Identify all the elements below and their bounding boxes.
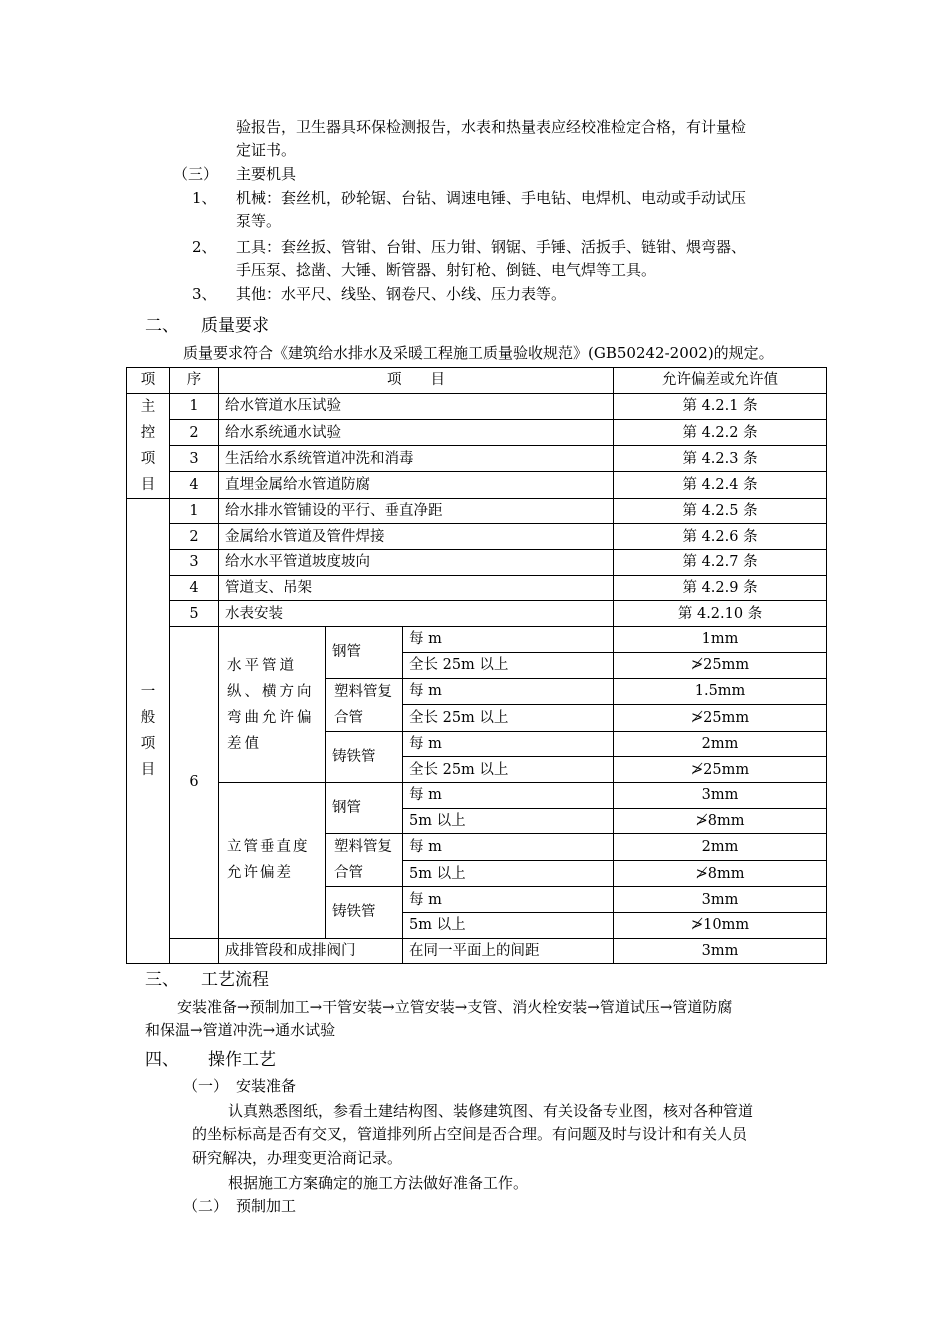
quality-heading-number: 二、 <box>145 316 179 336</box>
tools-heading: 主要机具 <box>236 165 297 183</box>
row-value: 3mm <box>614 782 827 808</box>
row-seq: 2 <box>170 524 219 550</box>
row-seq: 3 <box>170 550 219 576</box>
row-value: 2mm <box>614 834 827 861</box>
tools-item-1-line-1: 机械：套丝机，砂轮锯、台钻、调速电锤、手电钻、电焊机、电动或手动试压 <box>236 189 747 207</box>
vertical-deviation-label: 立管垂直度允许偏差 <box>219 782 326 938</box>
condition: 5m 以上 <box>403 860 614 887</box>
table-row <box>127 782 827 808</box>
row-value: 3mm <box>614 938 827 964</box>
operation-sub-1: 安装准备 <box>236 1077 297 1095</box>
row-seq: 5 <box>170 601 219 627</box>
condition: 每 m <box>403 678 614 705</box>
row-value: 第 4.2.2 条 <box>614 419 827 445</box>
row-seq: 1 <box>170 393 219 419</box>
table-row <box>127 446 827 472</box>
condition: 每 m <box>403 627 614 653</box>
pipe-type-steel: 钢管 <box>326 627 403 678</box>
pipe-type-cast-iron: 铸铁管 <box>326 731 403 782</box>
table-row <box>127 938 827 964</box>
condition: 全长 25m 以上 <box>403 652 614 678</box>
row-value: 第 4.2.4 条 <box>614 472 827 498</box>
tools-item-2-line-1: 工具：套丝扳、管钳、台钳、压力钳、钢锯、手锤、活扳手、链钳、煨弯器、 <box>236 238 747 256</box>
row-seq: 3 <box>170 446 219 472</box>
operation-heading: 操作工艺 <box>208 1050 276 1070</box>
tools-item-3-number: 3、 <box>192 285 217 303</box>
row-value: 1.5mm <box>614 678 827 705</box>
row-seq-empty <box>170 938 219 964</box>
row-value: 第 4.2.1 条 <box>614 393 827 419</box>
row-value: ≯8mm <box>614 860 827 887</box>
row-seq: 4 <box>170 575 219 601</box>
quality-heading: 质量要求 <box>201 316 269 336</box>
table-header-row <box>127 368 827 394</box>
pipe-type-steel: 钢管 <box>326 782 403 833</box>
pipe-type-plastic-composite: 塑料管复合管 <box>326 678 403 731</box>
table-row <box>127 472 827 498</box>
row-value: 1mm <box>614 627 827 653</box>
operation-p2: 根据施工方案确定的施工方法做好准备工作。 <box>228 1174 529 1192</box>
row-value: ≯25mm <box>614 757 827 783</box>
row-value: 第 4.2.5 条 <box>614 498 827 524</box>
process-heading: 工艺流程 <box>201 970 269 990</box>
row-value: 第 4.2.7 条 <box>614 550 827 576</box>
header-category: 项 <box>127 368 170 394</box>
row-item: 管道支、吊架 <box>219 575 614 601</box>
row-seq: 2 <box>170 419 219 445</box>
table-row <box>127 601 827 627</box>
row-value: 第 4.2.3 条 <box>614 446 827 472</box>
process-heading-number: 三、 <box>145 970 179 990</box>
row-seq-6: 6 <box>170 627 219 939</box>
header-sequence: 序 <box>170 368 219 394</box>
table-row <box>127 498 827 524</box>
row-item: 给水排水管铺设的平行、垂直净距 <box>219 498 614 524</box>
pipe-type-cast-iron: 铸铁管 <box>326 887 403 938</box>
table-row <box>127 575 827 601</box>
operation-sub-2-number: （二） <box>183 1197 229 1215</box>
row-item: 成排管段和成排阀门 <box>219 938 403 964</box>
table-row <box>127 524 827 550</box>
general-items-label: 一般项目 <box>127 498 170 964</box>
row-value: 3mm <box>614 887 827 913</box>
row-value: ≯8mm <box>614 808 827 834</box>
condition: 每 m <box>403 834 614 861</box>
operation-p1-line-1: 认真熟悉图纸，参看土建结构图、装修建筑图、有关设备专业图，核对各种管道 <box>228 1102 754 1120</box>
operation-heading-number: 四、 <box>145 1050 179 1070</box>
process-line-2: 和保温→管道冲洗→通水试验 <box>145 1021 336 1039</box>
row-value: 第 4.2.6 条 <box>614 524 827 550</box>
condition: 全长 25m 以上 <box>403 757 614 783</box>
header-allowed-value: 允许偏差或允许值 <box>614 368 827 394</box>
row-value: 第 4.2.9 条 <box>614 575 827 601</box>
condition: 5m 以上 <box>403 912 614 938</box>
operation-p1-line-3: 研究解决，办理变更洽商记录。 <box>192 1149 403 1167</box>
tools-item-2-line-2: 手压泵、捻凿、大锤、断管器、射钉枪、倒链、电气焊等工具。 <box>236 261 657 279</box>
table-row <box>127 393 827 419</box>
condition: 5m 以上 <box>403 808 614 834</box>
row-item: 给水水平管道坡度坡向 <box>219 550 614 576</box>
row-item: 金属给水管道及管件焊接 <box>219 524 614 550</box>
tools-heading-number: （三） <box>173 165 219 183</box>
tools-item-1-line-2: 泵等。 <box>236 212 282 230</box>
condition: 在同一平面上的间距 <box>403 938 614 964</box>
quality-description: 质量要求符合《建筑给水排水及采暖工程施工质量验收规范》(GB50242-2002)的规定。 <box>183 344 774 362</box>
row-value: 2mm <box>614 731 827 757</box>
quality-table <box>126 367 827 964</box>
pipe-type-plastic-composite: 塑料管复合管 <box>326 834 403 887</box>
condition: 每 m <box>403 782 614 808</box>
row-item: 给水系统通水试验 <box>219 419 614 445</box>
operation-sub-1-number: （一） <box>183 1077 229 1095</box>
row-value: 第 4.2.10 条 <box>614 601 827 627</box>
condition: 每 m <box>403 731 614 757</box>
horizontal-deviation-label: 水平管道纵、横方向弯曲允许偏差值 <box>219 627 326 783</box>
table-row <box>127 550 827 576</box>
intro-line-2: 定证书。 <box>236 141 297 159</box>
intro-line-1: 验报告，卫生器具环保检测报告，水表和热量表应经校准检定合格，有计量检 <box>236 118 747 136</box>
row-item: 生活给水系统管道冲洗和消毒 <box>219 446 614 472</box>
operation-sub-2: 预制加工 <box>236 1197 297 1215</box>
tools-item-1-number: 1、 <box>192 189 217 207</box>
main-control-label: 主控项目 <box>127 393 170 498</box>
row-item: 直埋金属给水管道防腐 <box>219 472 614 498</box>
row-seq: 4 <box>170 472 219 498</box>
table-row <box>127 627 827 653</box>
row-item: 水表安装 <box>219 601 614 627</box>
row-seq: 1 <box>170 498 219 524</box>
condition: 每 m <box>403 887 614 913</box>
process-line-1: 安装准备→预制加工→干管安装→立管安装→支管、消火栓安装→管道试压→管道防腐 <box>177 998 733 1016</box>
row-value: ≯10mm <box>614 912 827 938</box>
tools-item-2-number: 2、 <box>192 238 217 256</box>
operation-p1-line-2: 的坐标标高是否有交叉，管道排列所占空间是否合理。有问题及时与设计和有关人员 <box>192 1125 748 1143</box>
tools-item-3-line-1: 其他：水平尺、线坠、钢卷尺、小线、压力表等。 <box>236 285 567 303</box>
row-value: ≯25mm <box>614 705 827 732</box>
row-item: 给水管道水压试验 <box>219 393 614 419</box>
row-value: ≯25mm <box>614 652 827 678</box>
condition: 全长 25m 以上 <box>403 705 614 732</box>
header-item: 项 目 <box>219 368 614 394</box>
table-row <box>127 419 827 445</box>
